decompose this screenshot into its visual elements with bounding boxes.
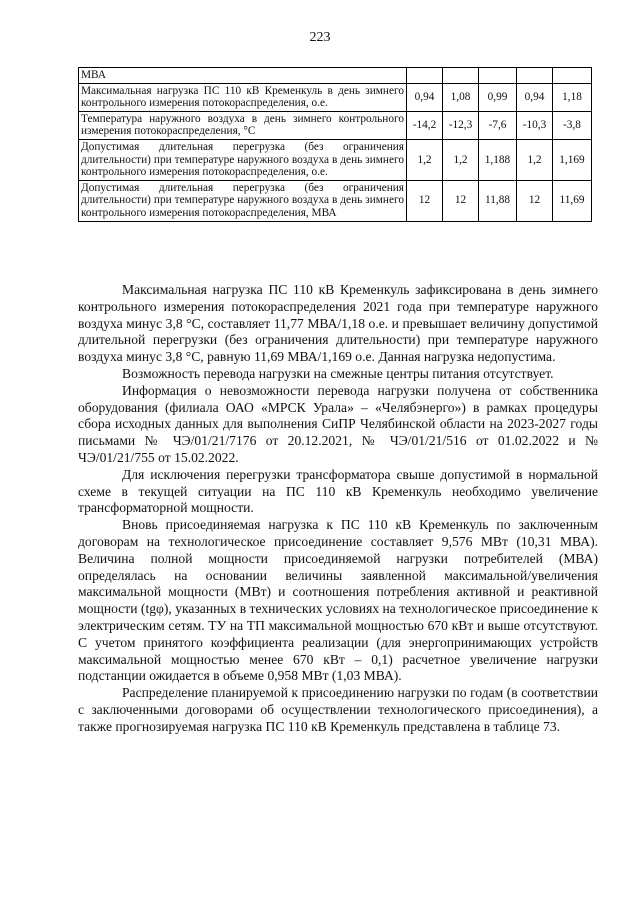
table-row bbox=[79, 83, 592, 111]
row-label: Максимальная нагрузка ПС 110 кВ Кременкуль в день зимнего контрольного измерения потокораспределения, о.е. bbox=[79, 83, 407, 111]
page-number: 223 bbox=[309, 30, 331, 45]
paragraph: Распределение планируемой к присоединению нагрузки по годам (в соответствии с заключенными договорами об осуществлении технологического присоединения), а также прогнозируемая нагрузка ПС 110 кВ Кременкуль представлена в таблице 73. bbox=[78, 685, 598, 734]
cell-value: 12 bbox=[517, 180, 553, 221]
cell-value bbox=[443, 68, 479, 84]
cell-value: 1,2 bbox=[517, 139, 553, 180]
paragraph: Информация о невозможности перевода нагрузки получена от собственника оборудования (филиала ОАО «МРСК Урала» – «Челябэнерго») в рамках процедуры сбора исходных данных для выполнения СиПР Челябинской области на 2023-2027 годы письмами № ЧЭ/01/21/7176 от 20.12.2021, № ЧЭ/01/21/516 от 01.02.2022 и № ЧЭ/01/21/755 от 15.02.2022. bbox=[78, 382, 598, 465]
cell-value: 1,18 bbox=[553, 83, 592, 111]
table-row bbox=[79, 68, 592, 84]
cell-value: -7,6 bbox=[479, 111, 517, 139]
table-row bbox=[79, 139, 592, 180]
cell-value: 1,2 bbox=[443, 139, 479, 180]
table-row bbox=[79, 180, 592, 221]
cell-value: -12,3 bbox=[443, 111, 479, 139]
cell-value bbox=[517, 68, 553, 84]
cell-value: 12 bbox=[407, 180, 443, 221]
cell-value: -10,3 bbox=[517, 111, 553, 139]
cell-value: 1,188 bbox=[479, 139, 517, 180]
paragraph: Вновь присоединяемая нагрузка к ПС 110 кВ Кременкуль по заключенным договорам на технологическое присоединение составляет 9,576 МВт (10,31 МВА). Величина полной мощности присоединяемой нагрузки потребителей (МВА) определялась на основании величины заявленной максимальной/увеличения максимальной мощности (МВт) и соотношения потребления активной и реактивной мощности (tgφ), указанных в технических условиях на технологическое присоединение к электрическим сетям. ТУ на ТП максимальной мощностью 670 кВт и выше отсутствуют. С учетом принятого коэффициента реализации (для энергопринимающих устройств максимальной мощностью менее 670 кВт – 0,1) расчетное увеличение нагрузки подстанции ожидается в объеме 0,958 МВт (1,03 МВА). bbox=[78, 517, 598, 684]
cell-value: 1,08 bbox=[443, 83, 479, 111]
cell-value: 11,69 bbox=[553, 180, 592, 221]
cell-value bbox=[407, 68, 443, 84]
cell-value: 0,99 bbox=[479, 83, 517, 111]
cell-value: 1,169 bbox=[553, 139, 592, 180]
load-table bbox=[78, 67, 592, 222]
cell-value: -14,2 bbox=[407, 111, 443, 139]
row-label: Температура наружного воздуха в день зимнего контрольного измерения потокораспределения, °С bbox=[79, 111, 407, 139]
paragraph: Максимальная нагрузка ПС 110 кВ Кременкуль зафиксирована в день зимнего контрольного измерения потокораспределения 2021 года при температуре наружного воздуха минус 3,8 °С, составляет 11,77 МВА/1,18 о.е. и превышает величину допустимой длительной перегрузки (без ограничения длительности) при температуре наружного воздуха минус 3,8 °С, равную 11,69 МВА/1,169 о.е. Данная нагрузка недопустима. bbox=[78, 282, 598, 365]
row-label: Допустимая длительная перегрузка (без ограничения длительности) при температуре наружного воздуха в день зимнего контрольного измерения потокораспределения, МВА bbox=[79, 180, 407, 221]
body-text bbox=[78, 282, 598, 736]
table-row bbox=[79, 111, 592, 139]
paragraph: Возможность перевода нагрузки на смежные центры питания отсутствует. bbox=[122, 365, 554, 381]
cell-value: 11,88 bbox=[479, 180, 517, 221]
cell-value: 0,94 bbox=[407, 83, 443, 111]
cell-value: 12 bbox=[443, 180, 479, 221]
cell-value: -3,8 bbox=[553, 111, 592, 139]
cell-value: 1,2 bbox=[407, 139, 443, 180]
paragraph: Для исключения перегрузки трансформатора свыше допустимой в нормальной схеме в текущей ситуации на ПС 110 кВ Кременкуль необходимо увеличение трансформаторной мощности. bbox=[78, 466, 598, 516]
cell-value: 0,94 bbox=[517, 83, 553, 111]
cell-value bbox=[553, 68, 592, 84]
cell-value bbox=[479, 68, 517, 84]
row-label: Допустимая длительная перегрузка (без ограничения длительности) при температуре наружного воздуха в день зимнего контрольного измерения потокораспределения, о.е. bbox=[79, 139, 407, 180]
row-label: МВА bbox=[79, 68, 407, 84]
